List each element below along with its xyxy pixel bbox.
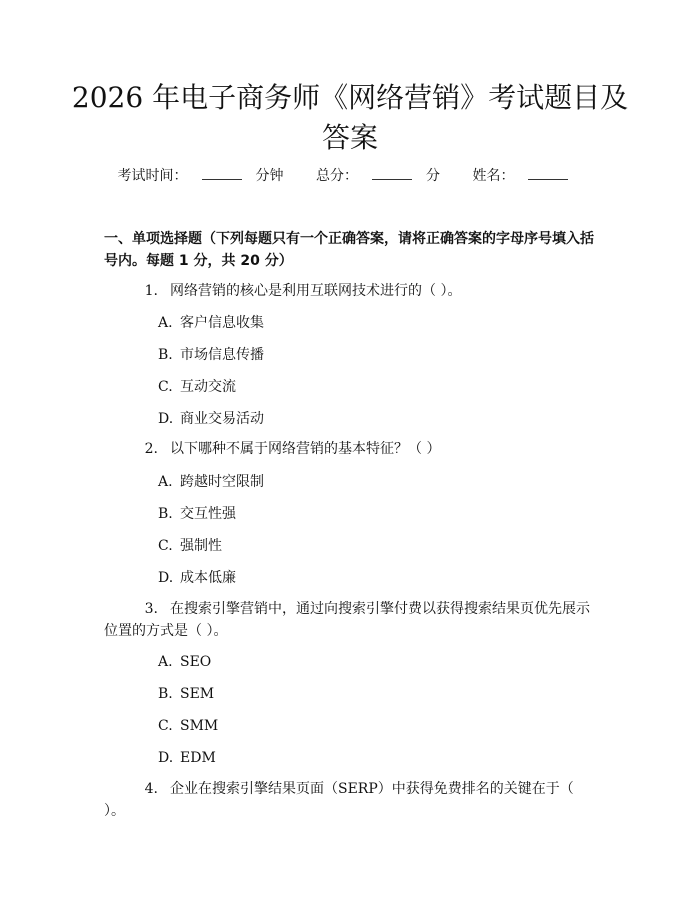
option-letter: C. bbox=[158, 718, 173, 734]
option-1b bbox=[158, 345, 264, 365]
option-letter: C. bbox=[158, 538, 173, 554]
exam-time-label: 考试时间： bbox=[117, 168, 188, 184]
option-text: 跨越时空限制 bbox=[180, 474, 264, 490]
option-text: EDM bbox=[180, 750, 216, 766]
question-text: 网络营销的核心是利用互联网技术进行的（ ）。 bbox=[170, 283, 462, 299]
question-1 bbox=[104, 280, 594, 302]
option-text: SMM bbox=[180, 718, 219, 734]
exam-time-unit: 分钟 bbox=[255, 168, 284, 184]
option-2c bbox=[158, 536, 222, 556]
option-2b bbox=[158, 504, 236, 524]
question-number: 3. bbox=[144, 601, 158, 617]
option-3d bbox=[158, 748, 216, 768]
total-score-unit: 分 bbox=[426, 168, 440, 184]
total-score-blank bbox=[372, 167, 412, 180]
option-letter: D. bbox=[158, 750, 174, 766]
question-text: 企业在搜索引擎结果页面（SERP）中获得免费排名的关键在于（ ）。 bbox=[104, 781, 574, 819]
option-text: 成本低廉 bbox=[180, 570, 236, 586]
name-label: 姓名： bbox=[472, 168, 515, 184]
option-text: SEM bbox=[180, 686, 215, 702]
exam-info-line bbox=[0, 166, 700, 186]
question-3 bbox=[104, 598, 594, 642]
option-text: 交互性强 bbox=[180, 506, 236, 522]
option-3a bbox=[158, 652, 211, 672]
question-number: 4. bbox=[144, 781, 158, 797]
option-text: 强制性 bbox=[180, 538, 222, 554]
question-2 bbox=[104, 438, 594, 460]
option-letter: C. bbox=[158, 379, 173, 395]
name-field bbox=[472, 168, 582, 184]
document-title: 2026 年电子商务师《网络营销》考试题目及答案 bbox=[71, 81, 629, 154]
option-text: 市场信息传播 bbox=[180, 347, 264, 363]
option-text: SEO bbox=[180, 654, 212, 670]
option-letter: A. bbox=[158, 654, 173, 670]
option-3c bbox=[158, 716, 218, 736]
section-heading: 一、单项选择题（下列每题只有一个正确答案，请将正确答案的字母序号填入括号内。每题 1 分，共 20 分） bbox=[104, 231, 594, 269]
option-letter: B. bbox=[158, 506, 173, 522]
question-4 bbox=[104, 778, 594, 822]
option-2d bbox=[158, 568, 236, 588]
question-text: 在搜索引擎营销中，通过向搜索引擎付费以获得搜索结果页优先展示位置的方式是（ ）。 bbox=[104, 601, 590, 639]
name-blank bbox=[528, 167, 568, 180]
total-score-field bbox=[316, 168, 440, 184]
option-3b bbox=[158, 684, 214, 704]
exam-time-blank bbox=[202, 167, 242, 180]
option-letter: B. bbox=[158, 686, 173, 702]
question-number: 1. bbox=[144, 283, 158, 299]
option-text: 商业交易活动 bbox=[180, 411, 264, 427]
total-score-label: 总分： bbox=[316, 168, 358, 184]
option-letter: B. bbox=[158, 347, 173, 363]
option-text: 客户信息收集 bbox=[180, 315, 264, 331]
option-letter: D. bbox=[158, 570, 174, 586]
question-text: 以下哪种不属于网络营销的基本特征？（ ） bbox=[170, 441, 441, 457]
option-2a bbox=[158, 472, 264, 492]
option-letter: A. bbox=[158, 315, 173, 331]
option-letter: D. bbox=[158, 411, 174, 427]
option-text: 互动交流 bbox=[180, 379, 236, 395]
option-1a bbox=[158, 313, 264, 333]
option-letter: A. bbox=[158, 474, 173, 490]
option-1d bbox=[158, 409, 264, 429]
exam-time-field bbox=[118, 168, 284, 184]
option-1c bbox=[158, 377, 236, 397]
question-number: 2. bbox=[144, 441, 158, 457]
